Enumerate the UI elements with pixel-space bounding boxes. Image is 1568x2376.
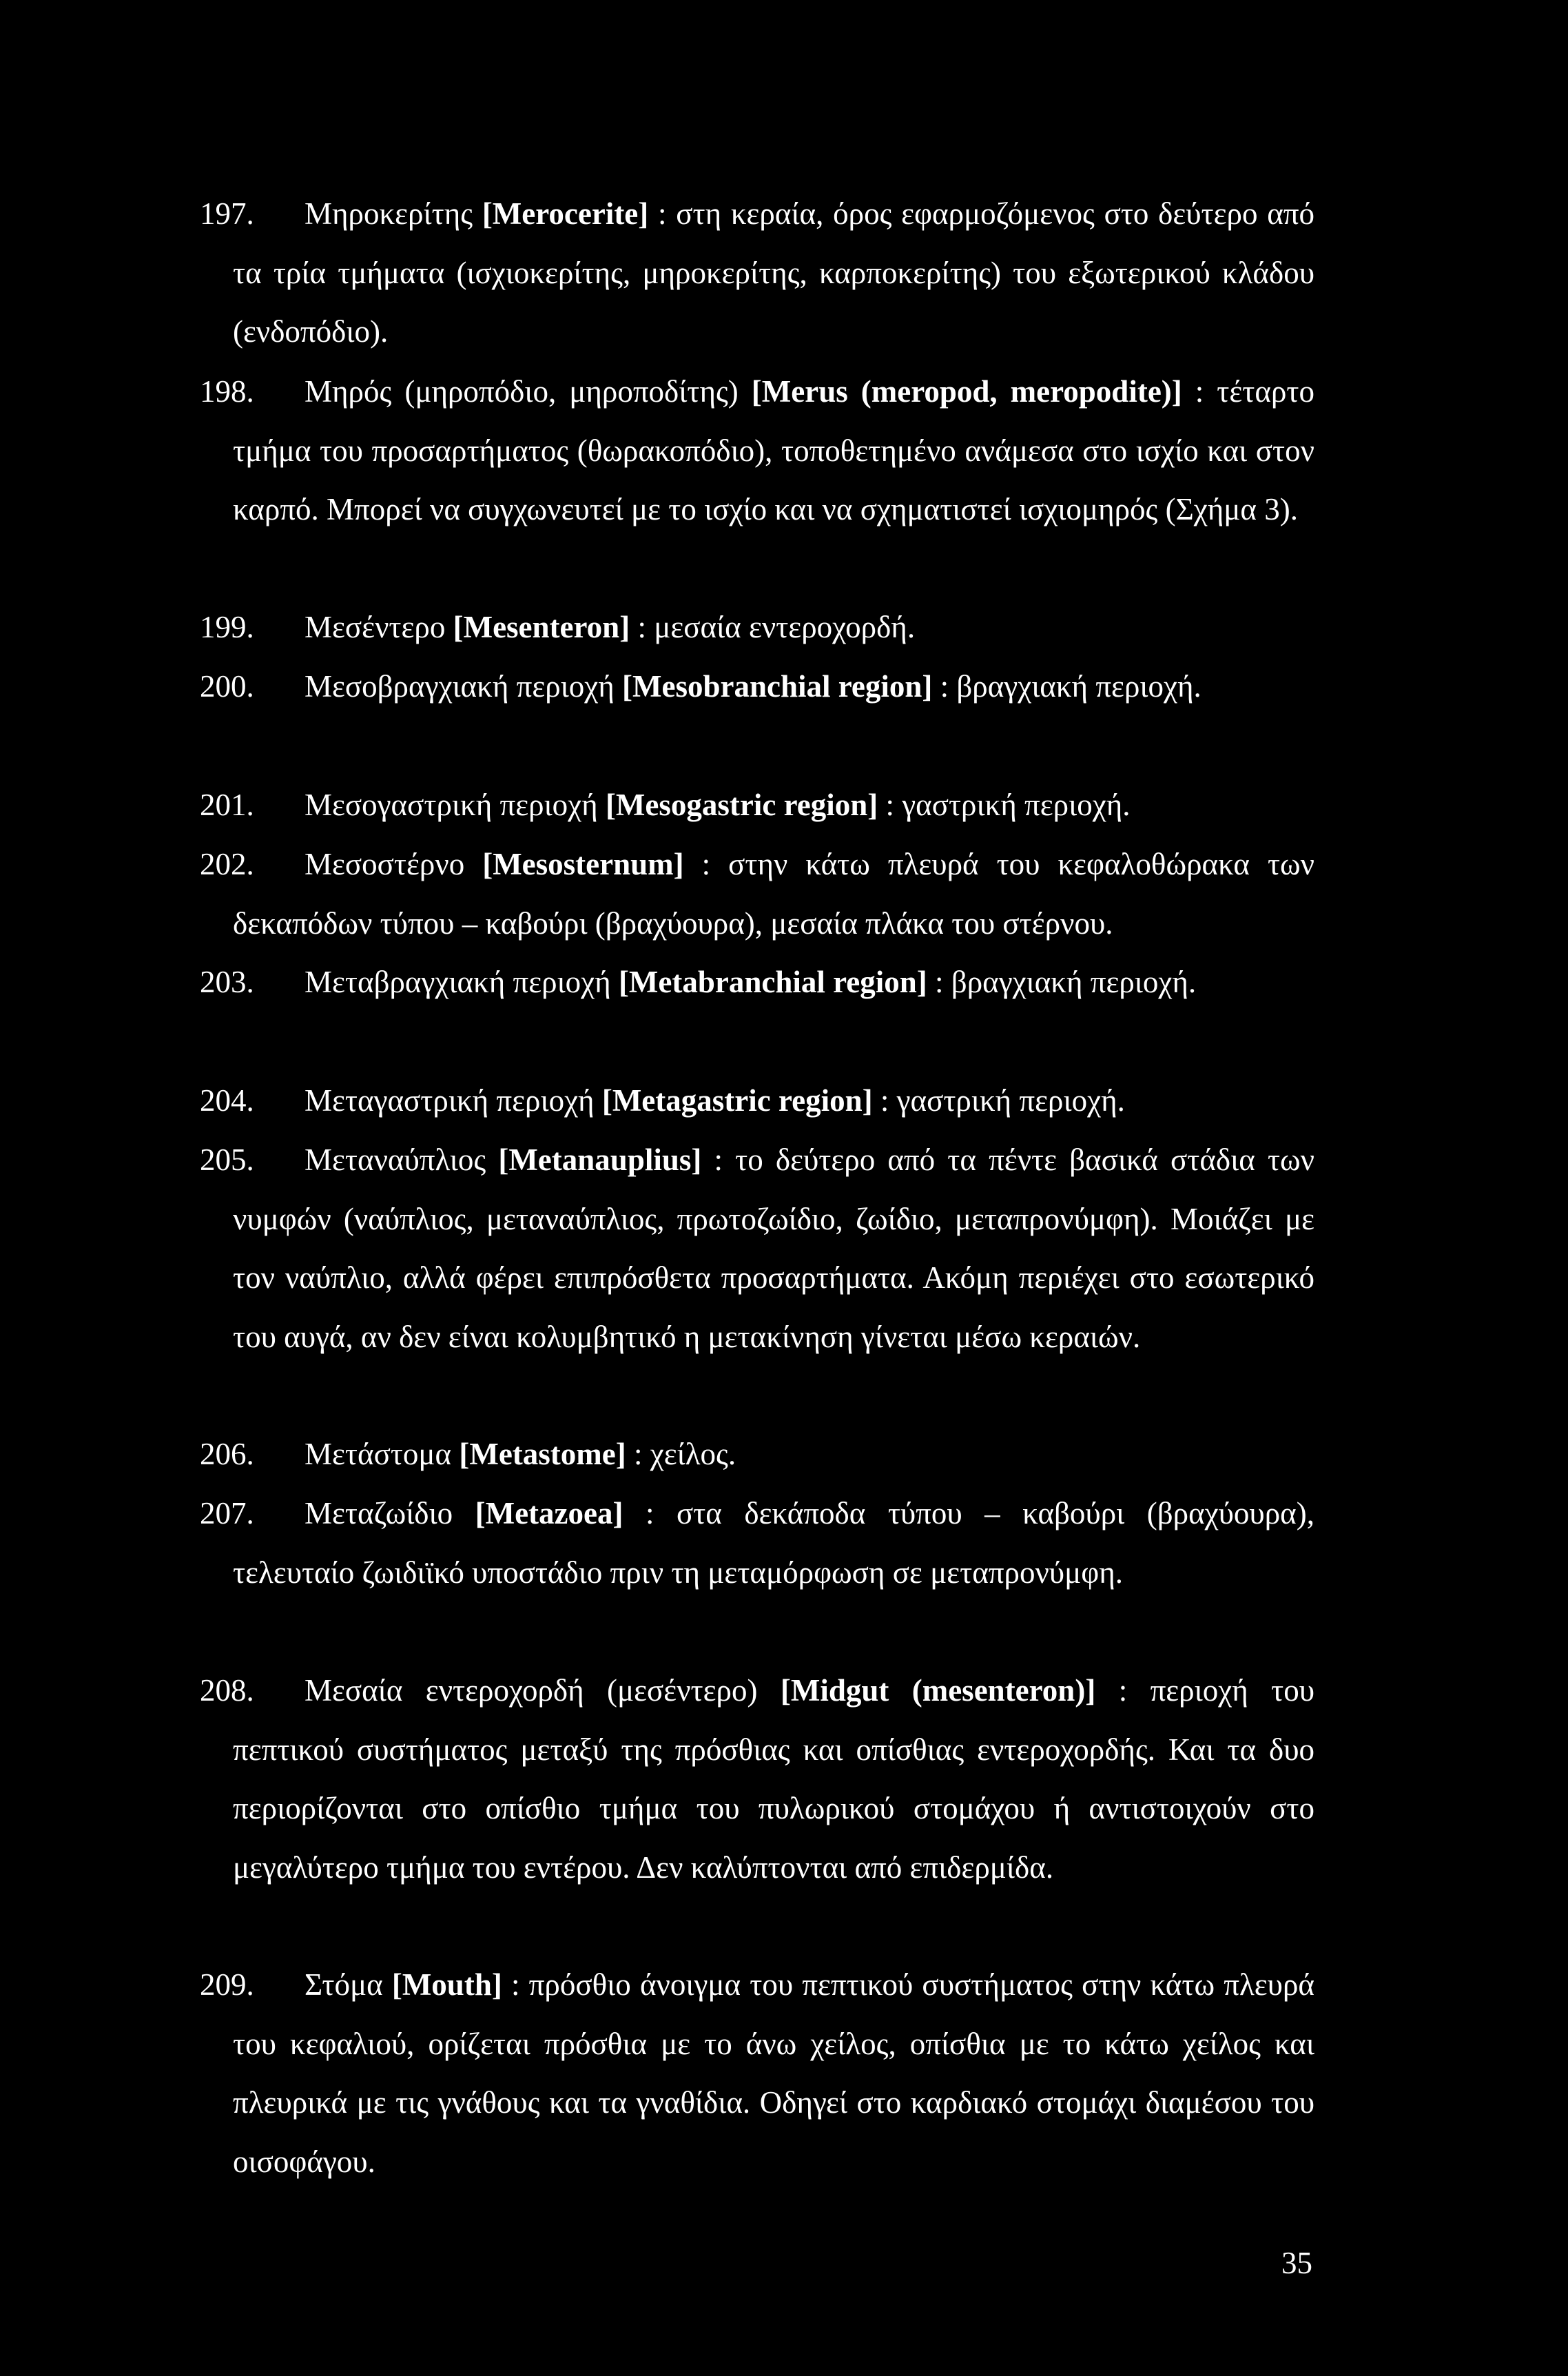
entry-definition: : στην κάτω πλευρά του κεφαλοθώρακα των δεκαπόδων τύπου – καβούρι (βραχύουρα), μεσαία πλάκα του στέρνου. — [233, 847, 1314, 941]
entry-definition: : χείλος. — [626, 1437, 736, 1471]
entry-number: 208. — [200, 1673, 254, 1708]
entry-definition: : γαστρική περιοχή. — [872, 1083, 1125, 1118]
entry-greek-term: Μηροκερίτης — [305, 196, 482, 231]
entry-english-term: [Midgut (mesenteron)] — [780, 1673, 1096, 1708]
entry-greek-term: Μεταβραγχιακή περιοχή — [305, 965, 619, 999]
entry-definition: : στη κεραία, όρος εφαρμοζόμενος στο δεύτερο από τα τρία τμήματα (ισχιοκερίτης, μηροκερίτης, καρποκερίτης) του εξωτερικού κλάδου (ενδοπόδιο). — [233, 196, 1314, 349]
glossary-entry-203 — [200, 953, 1314, 1012]
entry-definition: : περιοχή του πεπτικού συστήματος μεταξύ της πρόσθιας και οπίσθιας εντεροχορδής. Και τα δυο περιορίζονται στο οπίσθιο τμήμα του πυλωρικού στομάχου ή αντιστοιχούν στο μεγαλύτερο τμήμα του εντέρου. Δεν καλύπτονται από επιδερμίδα. — [233, 1673, 1314, 1885]
entry-english-term: [Merocerite] — [482, 196, 649, 231]
glossary-entry-209 — [200, 1956, 1314, 2191]
entry-number: 204. — [200, 1083, 254, 1118]
entry-english-term: [Mesosternum] — [482, 847, 684, 881]
entry-greek-term: Μηρός (μηροπόδιο, μηροποδίτης) — [305, 374, 752, 409]
entry-number: 202. — [200, 847, 254, 881]
entry-definition: : τέταρτο τμήμα του προσαρτήματος (θωρακοπόδιο), τοποθετημένο ανάμεσα στο ισχίο και στον καρπό. Μπορεί να συγχωνευτεί με το ισχίο και να σχηματιστεί ισχιομηρός (Σχήμα 3). — [233, 374, 1314, 526]
entry-number: 201. — [200, 788, 254, 822]
entry-greek-term: Μεταναύπλιος — [305, 1143, 499, 1177]
entry-number: 197. — [200, 196, 254, 231]
entry-greek-term: Μεσοστέρνο — [305, 847, 483, 881]
entry-number: 205. — [200, 1143, 254, 1177]
glossary-entry-202 — [200, 835, 1314, 953]
entry-definition: : βραγχιακή περιοχή. — [932, 669, 1201, 704]
glossary-entry-200 — [200, 657, 1314, 717]
entry-number: 200. — [200, 669, 254, 704]
entry-greek-term: Μεταγαστρική περιοχή — [305, 1083, 602, 1118]
glossary-entry-198 — [200, 362, 1314, 540]
entry-english-term: [Mesenteron] — [453, 610, 630, 644]
entry-english-term: [Metazoea] — [475, 1496, 623, 1530]
entry-number: 209. — [200, 1967, 254, 2002]
entry-definition: : πρόσθιο άνοιγμα του πεπτικού συστήματος στην κάτω πλευρά του κεφαλιού, ορίζεται πρόσθια με το άνω χείλος, οπίσθια με το κάτω χείλος και πλευρικά με τις γνάθους και τα γναθίδια. Οδηγεί στο καρδιακό στομάχι διαμέσου του οισοφάγου. — [233, 1967, 1314, 2179]
glossary-entry-205 — [200, 1131, 1314, 1366]
entry-english-term: [Metabranchial region] — [618, 965, 927, 999]
entry-greek-term: Μεσογαστρική περιοχή — [305, 788, 606, 822]
entry-greek-term: Μεταζωίδιο — [305, 1496, 475, 1530]
entry-english-term: [Metanauplius] — [498, 1143, 702, 1177]
entry-english-term: [Merus (meropod, meropodite)] — [751, 374, 1182, 409]
entry-definition: : το δεύτερο από τα πέντε βασικά στάδια των νυμφών (ναύπλιος, μεταναύπλιος, πρωτοζωίδιο, ζωίδιο, μεταπρονύμφη). Μοιάζει με τον ναύπλιο, αλλά φέρει επιπρόσθετα προσαρτήματα. Ακόμη περιέχει στο εσωτερικό του αυγά, αν δεν είναι κολυμβητικό η μετακίνηση γίνεται μέσω κεραιών. — [233, 1143, 1314, 1354]
entry-number: 207. — [200, 1496, 254, 1530]
entry-greek-term: Στόμα — [305, 1967, 392, 2002]
entry-english-term: [Metastome] — [459, 1437, 626, 1471]
entry-greek-term: Μεσέντερο — [305, 610, 453, 644]
entry-english-term: [Metagastric region] — [601, 1083, 873, 1118]
entry-definition: : μεσαία εντεροχορδή. — [630, 610, 916, 644]
entry-number: 198. — [200, 374, 254, 409]
glossary-entry-197 — [200, 185, 1314, 362]
glossary-entry-206 — [200, 1425, 1314, 1484]
glossary-entry-201 — [200, 776, 1314, 835]
glossary-entry-199 — [200, 598, 1314, 657]
entry-definition: : γαστρική περιοχή. — [878, 788, 1131, 822]
entry-definition: : στα δεκάποδα τύπου – καβούρι (βραχύουρα), τελευταίο ζωιδιϊκό υποστάδιο πριν τη μεταμόρφωση σε μεταπρονύμφη. — [233, 1496, 1314, 1590]
entry-english-term: [Mouth] — [391, 1967, 502, 2002]
entry-number: 203. — [200, 965, 254, 999]
entry-greek-term: Μεσαία εντεροχορδή (μεσέντερο) — [305, 1673, 781, 1708]
entry-number: 199. — [200, 610, 254, 644]
entry-definition: : βραγχιακή περιοχή. — [927, 965, 1197, 999]
glossary-entry-208 — [200, 1661, 1314, 1897]
glossary-entry-204 — [200, 1072, 1314, 1131]
page-number: 35 — [1281, 2246, 1312, 2280]
entry-english-term: [Mesobranchial region] — [622, 669, 933, 704]
entry-greek-term: Μεσοβραγχιακή περιοχή — [305, 669, 623, 704]
entry-number: 206. — [200, 1437, 254, 1471]
entry-greek-term: Μετάστομα — [305, 1437, 460, 1471]
glossary-entry-207 — [200, 1484, 1314, 1602]
entry-english-term: [Mesogastric region] — [605, 788, 878, 822]
